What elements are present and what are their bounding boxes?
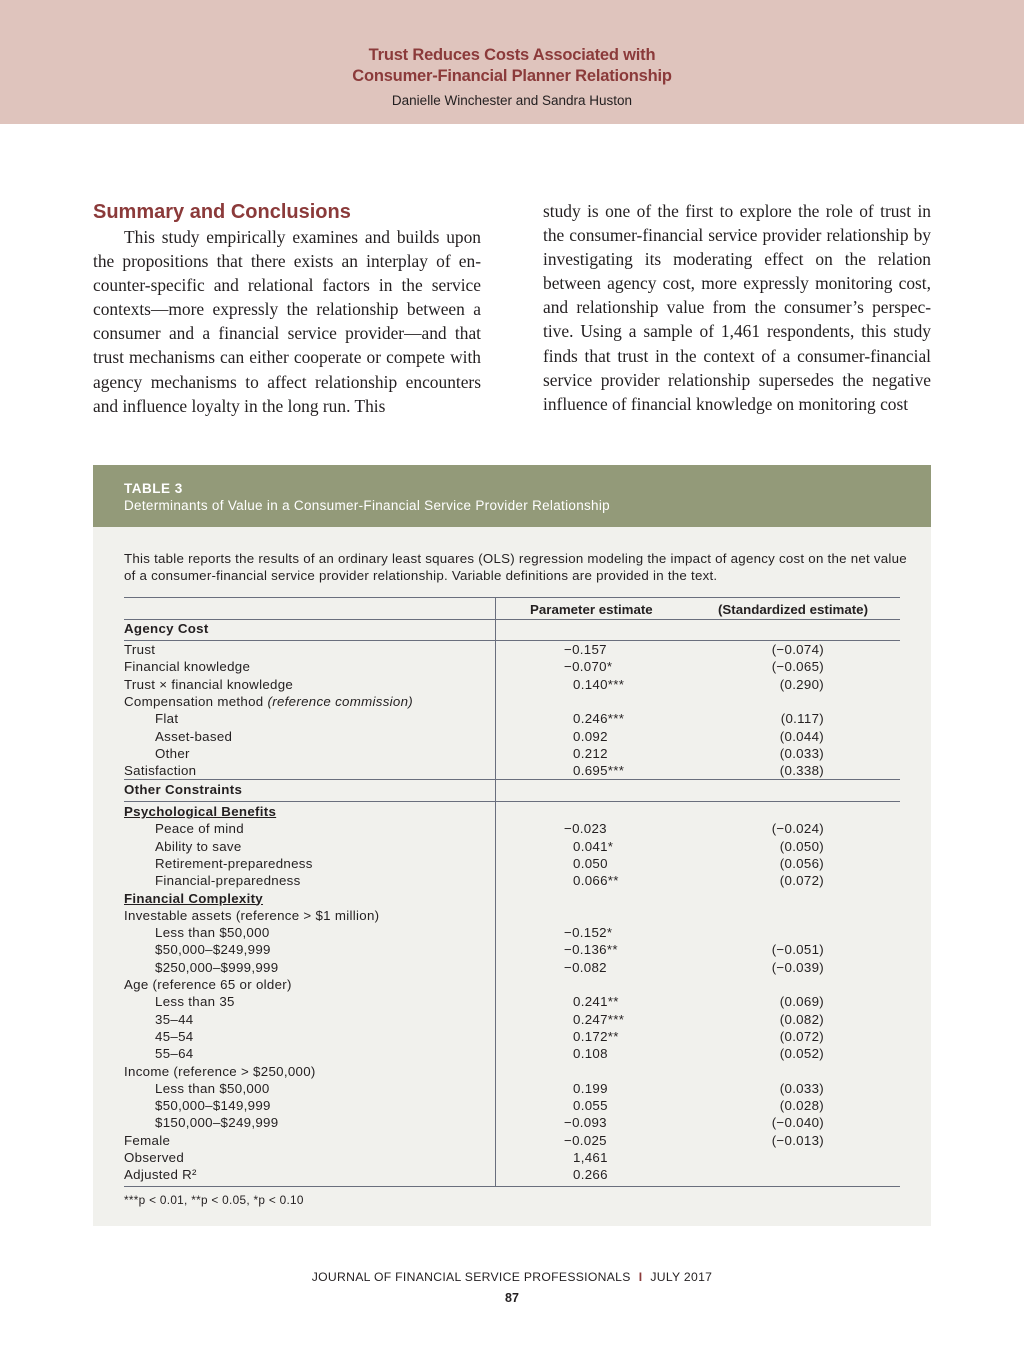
table-row xyxy=(124,959,900,976)
row-label xyxy=(155,728,232,745)
footnote-text: ***p < 0.01, **p < 0.05, *p < 0.10 xyxy=(124,1193,304,1207)
row-label xyxy=(124,1132,170,1149)
row-label-text: Adjusted R² xyxy=(124,1167,197,1183)
row-label-text: 35–44 xyxy=(155,1011,194,1027)
article-authors: Danielle Winchester and Sandra Huston xyxy=(391,93,633,108)
row-standardized: (0.290) xyxy=(779,676,824,692)
row-standardized: (0.117) xyxy=(780,711,824,727)
row-label-text: $250,000–$999,999 xyxy=(155,959,279,975)
row-estimate: 0.199 xyxy=(573,1080,608,1096)
table-number: TABLE 3 xyxy=(124,481,183,496)
row-standardized: (0.033) xyxy=(779,1080,824,1096)
row-label-text: Other Constraints xyxy=(124,782,243,797)
row-standardized: (0.033) xyxy=(779,745,824,761)
table-row xyxy=(124,872,900,889)
row-estimate: −0.093 xyxy=(564,1115,607,1131)
column-header-estimate: Parameter estimate xyxy=(530,602,653,617)
row-standardized: (0.069) xyxy=(779,994,824,1010)
row-standardized: (−0.013) xyxy=(771,1132,824,1148)
table-row xyxy=(124,781,900,798)
row-label-text: Trust xyxy=(124,642,156,657)
row-label xyxy=(124,976,292,993)
row-label xyxy=(124,803,276,820)
row-estimate: −0.082 xyxy=(564,959,607,975)
row-estimate: 1,461 xyxy=(573,1150,608,1165)
row-standardized: (−0.040) xyxy=(771,1115,824,1131)
row-estimate: −0.152* xyxy=(564,925,613,941)
row-label xyxy=(124,676,293,693)
journal-footer xyxy=(0,1270,1024,1284)
table-row xyxy=(124,1114,900,1131)
row-label xyxy=(124,781,242,798)
table-row xyxy=(124,762,900,779)
table-rule-other-bottom xyxy=(124,801,900,802)
section-heading: Summary and Conclusions xyxy=(93,201,351,223)
row-standardized: (0.082) xyxy=(779,1011,824,1027)
row-label xyxy=(155,710,178,727)
row-label-text: Less than $50,000 xyxy=(155,1080,270,1096)
row-label-text: $150,000–$249,999 xyxy=(155,1115,279,1131)
row-estimate: 0.241** xyxy=(573,994,619,1010)
row-label-text: $50,000–$149,999 xyxy=(155,1098,271,1114)
table-rule-top xyxy=(124,597,900,598)
row-standardized: (0.338) xyxy=(779,763,824,779)
row-label xyxy=(124,641,155,658)
table-description: This table reports the results of an ordinary least squares (OLS) regression modeling the impact of agency cost on the net value of a consumer-financial service provider relationship. Variable definitions are provided in the text. xyxy=(124,551,907,583)
row-label xyxy=(155,838,242,855)
row-label xyxy=(124,907,379,924)
row-label-text: 45–54 xyxy=(155,1028,194,1044)
journal-date: JULY 2017 xyxy=(650,1270,713,1284)
table-row xyxy=(124,803,900,820)
column-header-standardized: (Standardized estimate) xyxy=(718,602,868,617)
row-estimate: −0.157 xyxy=(564,642,607,657)
table-row xyxy=(124,924,900,941)
table-row xyxy=(124,745,900,762)
row-label-text: Satisfaction xyxy=(124,763,197,779)
row-standardized: (−0.024) xyxy=(771,821,824,837)
row-label-italic: (reference commission) xyxy=(263,693,414,709)
table-row xyxy=(124,820,900,837)
regression-table xyxy=(124,597,900,1187)
table-row xyxy=(124,710,900,727)
table-row xyxy=(124,993,900,1010)
table-row xyxy=(124,890,900,907)
row-label xyxy=(155,1080,270,1097)
row-estimate: −0.136** xyxy=(564,942,618,958)
row-label-text: Ability to save xyxy=(155,838,242,854)
row-label-text: $50,000–$249,999 xyxy=(155,942,271,958)
row-standardized: (0.072) xyxy=(779,873,824,889)
table-row xyxy=(124,1045,900,1062)
row-label xyxy=(155,1011,193,1028)
page-number: 87 xyxy=(505,1291,519,1305)
row-estimate: 0.066** xyxy=(573,873,619,889)
right-column-text: study is one of the first to explore the role of trust in the consumer-financial service provider relationship by investigating its moderating effect on the relation between agency cost, more expressly monitoring cost, and relationship value from the consumer’s perspective. Using a sample of 1,461 respondents, this study finds that trust in the context of a consumer-financial service provider relationship supersedes the negative influence of financial knowledge on monitoring cost xyxy=(543,201,931,414)
table-row xyxy=(124,838,900,855)
row-label-text: Less than 35 xyxy=(155,994,235,1010)
row-label-text: Financial knowledge xyxy=(124,659,251,675)
row-label xyxy=(155,1114,278,1131)
table-row xyxy=(124,620,900,637)
row-label-text: Asset-based xyxy=(155,728,233,744)
row-label xyxy=(155,872,301,889)
table-row xyxy=(124,907,900,924)
title-line-2: Consumer-Financial Planner Relationship xyxy=(352,67,672,85)
row-label xyxy=(155,1097,271,1114)
row-label xyxy=(155,1028,193,1045)
row-label xyxy=(155,1045,193,1062)
row-label-text: Observed xyxy=(124,1150,185,1165)
row-label-text: Flat xyxy=(155,711,179,727)
row-label-text: Other xyxy=(155,745,190,761)
table-row xyxy=(124,1011,900,1028)
row-label-text: 55–64 xyxy=(155,1046,194,1062)
row-label xyxy=(155,924,270,941)
table-caption: Determinants of Value in a Consumer-Financial Service Provider Relationship xyxy=(124,498,610,513)
row-standardized: (−0.039) xyxy=(771,959,824,975)
row-estimate: 0.055 xyxy=(573,1098,608,1114)
row-label xyxy=(124,1166,197,1183)
row-estimate: −0.025 xyxy=(564,1132,607,1148)
row-label-text: Retirement-preparedness xyxy=(155,855,313,871)
row-label xyxy=(124,693,413,710)
table-3 xyxy=(93,465,931,1226)
row-standardized: (0.072) xyxy=(779,1028,824,1044)
row-estimate: 0.041* xyxy=(573,838,614,854)
row-estimate: 0.266 xyxy=(573,1167,608,1183)
row-label xyxy=(155,855,313,872)
row-label-text: Compensation method xyxy=(124,693,264,709)
table-row xyxy=(124,1166,900,1183)
row-label-text: Age (reference 65 or older) xyxy=(124,977,292,992)
row-estimate: 0.092 xyxy=(573,728,608,744)
row-label xyxy=(124,620,209,637)
table-rule-bottom xyxy=(124,1186,900,1187)
row-standardized: (0.050) xyxy=(779,838,824,854)
row-label xyxy=(155,941,271,958)
row-label-text: Psychological Benefits xyxy=(124,804,277,819)
row-label xyxy=(124,890,263,907)
row-estimate: 0.247*** xyxy=(573,1011,625,1027)
row-standardized: (0.028) xyxy=(779,1098,824,1114)
row-estimate: −0.070* xyxy=(564,659,613,675)
table-row xyxy=(124,1063,900,1080)
left-column-text: This study empirically examines and builds upon the propositions that there exists an interplay of encounter-specific and relational factors in the service contexts—more expressly the relationship between a consumer and a financial service provider—and that trust mechanisms can either cooperate or compete with agency mechanisms to affect relationship encounters and influence loyalty in the long run. This xyxy=(93,227,481,416)
row-label-text: Income (reference > $250,000) xyxy=(124,1063,316,1079)
row-label xyxy=(124,762,196,779)
row-label-text: Trust × financial knowledge xyxy=(124,676,294,692)
title-line-1: Trust Reduces Costs Associated with xyxy=(368,46,656,64)
article-title xyxy=(0,45,1024,87)
table-row xyxy=(124,676,900,693)
row-label-text: Peace of mind xyxy=(155,821,244,837)
table-row xyxy=(124,693,900,710)
row-standardized: (−0.065) xyxy=(771,659,824,675)
row-label xyxy=(124,1149,184,1166)
row-standardized: (−0.074) xyxy=(771,642,824,657)
row-label xyxy=(155,745,190,762)
row-estimate: 0.050 xyxy=(573,855,608,871)
row-standardized: (0.044) xyxy=(779,728,824,744)
row-estimate: 0.172** xyxy=(573,1028,619,1044)
row-label-text: Female xyxy=(124,1132,171,1148)
right-column xyxy=(543,199,931,416)
table-row xyxy=(124,1149,900,1166)
table-header-bar xyxy=(93,465,931,527)
row-label-text: Financial-preparedness xyxy=(155,873,301,889)
row-label xyxy=(155,993,235,1010)
row-label xyxy=(155,820,244,837)
row-estimate: −0.023 xyxy=(564,821,607,837)
table-row xyxy=(124,641,900,658)
row-estimate: 0.695*** xyxy=(573,763,625,779)
row-estimate: 0.140*** xyxy=(573,676,625,692)
table-row xyxy=(124,728,900,745)
table-row xyxy=(124,1097,900,1114)
row-standardized: (0.056) xyxy=(779,855,824,871)
row-estimate: 0.108 xyxy=(573,1046,608,1062)
row-standardized: (0.052) xyxy=(779,1046,824,1062)
row-label xyxy=(155,959,278,976)
row-label-text: Less than $50,000 xyxy=(155,925,270,941)
left-column xyxy=(93,199,481,418)
table-row xyxy=(124,976,900,993)
table-row xyxy=(124,1080,900,1097)
row-label-text: Agency Cost xyxy=(124,621,209,636)
journal-name: JOURNAL OF FINANCIAL SERVICE PROFESSIONALS xyxy=(311,1270,631,1284)
row-label-text: Investable assets (reference > $1 million) xyxy=(124,907,380,923)
row-label xyxy=(124,658,250,675)
footer-separator: I xyxy=(638,1270,643,1284)
table-footnote xyxy=(124,1193,304,1207)
row-standardized: (−0.051) xyxy=(771,942,824,958)
table-row xyxy=(124,855,900,872)
table-row xyxy=(124,1028,900,1045)
page-header xyxy=(0,0,1024,124)
row-label xyxy=(124,1063,316,1080)
row-estimate: 0.246*** xyxy=(573,711,625,727)
table-row xyxy=(124,941,900,958)
row-estimate: 0.212 xyxy=(573,745,608,761)
table-row xyxy=(124,658,900,675)
table-row xyxy=(124,1132,900,1149)
row-label-text: Financial Complexity xyxy=(124,890,264,906)
